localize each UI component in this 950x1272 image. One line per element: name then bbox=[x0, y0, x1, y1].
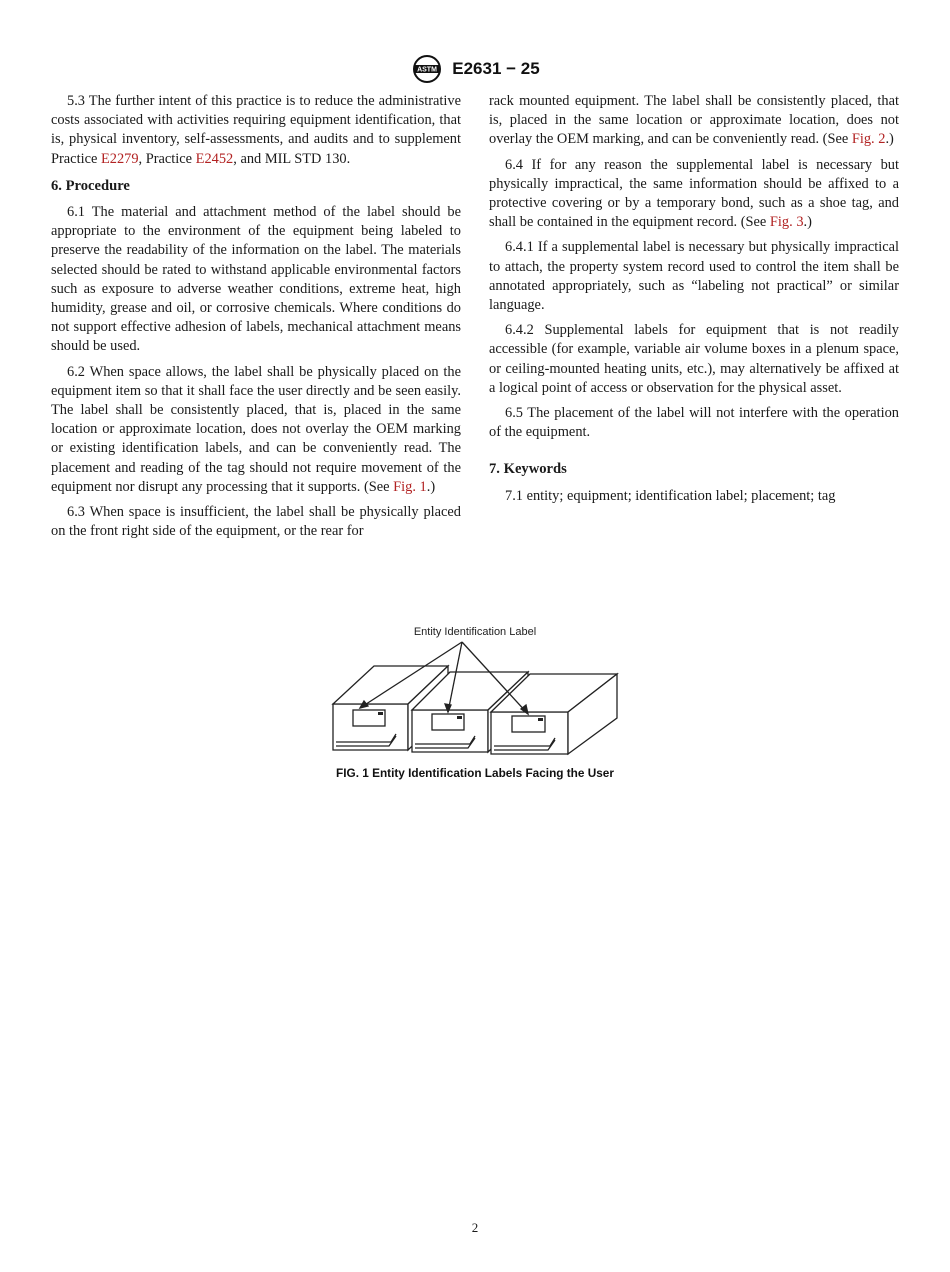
section-6-heading: 6. Procedure bbox=[51, 177, 130, 194]
page-header bbox=[0, 52, 950, 86]
svg-text:ASTM: ASTM bbox=[417, 66, 438, 74]
figure-1 bbox=[320, 624, 630, 784]
paragraph-6-3: 6.3 When space is insufficient, the label shall be physically placed on the front right side of the equipment, or the rear for bbox=[51, 504, 461, 540]
paragraph-6-4-2: 6.4.2 Supplemental labels for equipment that is not readily accessible (for example, variable air volume boxes in a plenum space, or ceiling-mounted heating units, etc.), may alternatively be affixed at a logical point of access or observation for the physical asset. bbox=[489, 322, 899, 396]
link-fig-2[interactable]: Fig. 2 bbox=[851, 131, 886, 148]
right-column bbox=[489, 92, 899, 512]
paragraph-6-1: 6.1 The material and attachment method of the label should be appropriate to the environment of the equipment being labeled to preserve the readability of the information on the label. The materials selected should be rated to withstand applicable environmental factors such as exposure to adverse weather conditions, extreme heat, high humidity, grease and oil, or corrosive chemicals. Where conditions do not support effective adhesion of labels, mechanical attachment means should be used. bbox=[51, 204, 461, 355]
paragraph-6-3-continued: rack mounted equipment. The label shall be consistently placed, that is, placed in the same location or approximate location, does not overlay the OEM marking, and can be conveniently read. (See Fig. 2.) bbox=[489, 93, 899, 148]
link-fig-1[interactable]: Fig. 1 bbox=[393, 478, 427, 495]
link-fig-3[interactable]: Fig. 3 bbox=[769, 214, 804, 231]
left-column bbox=[51, 92, 461, 547]
figure-caption: FIG. 1 Entity Identification Labels Facing the User bbox=[336, 766, 614, 780]
paragraph-5-3: 5.3 The further intent of this practice is to reduce the administrative costs associated with activities requiring equipment identification, that is, physical inventory, self-assessments, and audits and to supplement Practice E2279, Practice E2452, and MIL STD 130. bbox=[51, 93, 461, 167]
section-7-heading: 7. Keywords bbox=[489, 461, 567, 478]
figure-label: Entity Identification Label bbox=[413, 626, 537, 638]
astm-logo-icon bbox=[410, 54, 444, 84]
document-id: E2631 − 25 bbox=[452, 59, 540, 78]
paragraph-6-2: 6.2 When space allows, the label shall be physically placed on the equipment item so that it shall face the user directly and be seen easily. The label shall be consistently placed, that is, placed in the same location or approximate location, does not overlay the OEM marking or existing identification labels, and can be conveniently read. The placement and reading of the tag should not require movement of the equipment nor disrupt any processing that it supports. (See Fig. 1.) bbox=[51, 363, 461, 495]
paragraph-6-5: 6.5 The placement of the label will not interfere with the operation of the equipment. bbox=[489, 405, 899, 441]
page-number: 2 bbox=[471, 1220, 479, 1235]
paragraph-7-1: 7.1 entity; equipment; identification label; placement; tag bbox=[505, 487, 836, 504]
equipment-drawers-illustration bbox=[320, 624, 630, 764]
link-e2452[interactable]: E2452 bbox=[195, 150, 234, 167]
paragraph-6-4: 6.4 If for any reason the supplemental label is necessary but physically impractical, the same information should be affixed to a protective covering or by a temporary bond, such as a shoe tag, and shall be contained in the equipment record. (See Fig. 3.) bbox=[489, 156, 899, 231]
link-e2279[interactable]: E2279 bbox=[100, 150, 139, 167]
paragraph-6-4-1: 6.4.1 If a supplemental label is necessary but physically impractical to attach, the property system record used to control the item shall be annotated appropriately, such as “labeling not practical” or similar language. bbox=[489, 239, 899, 314]
